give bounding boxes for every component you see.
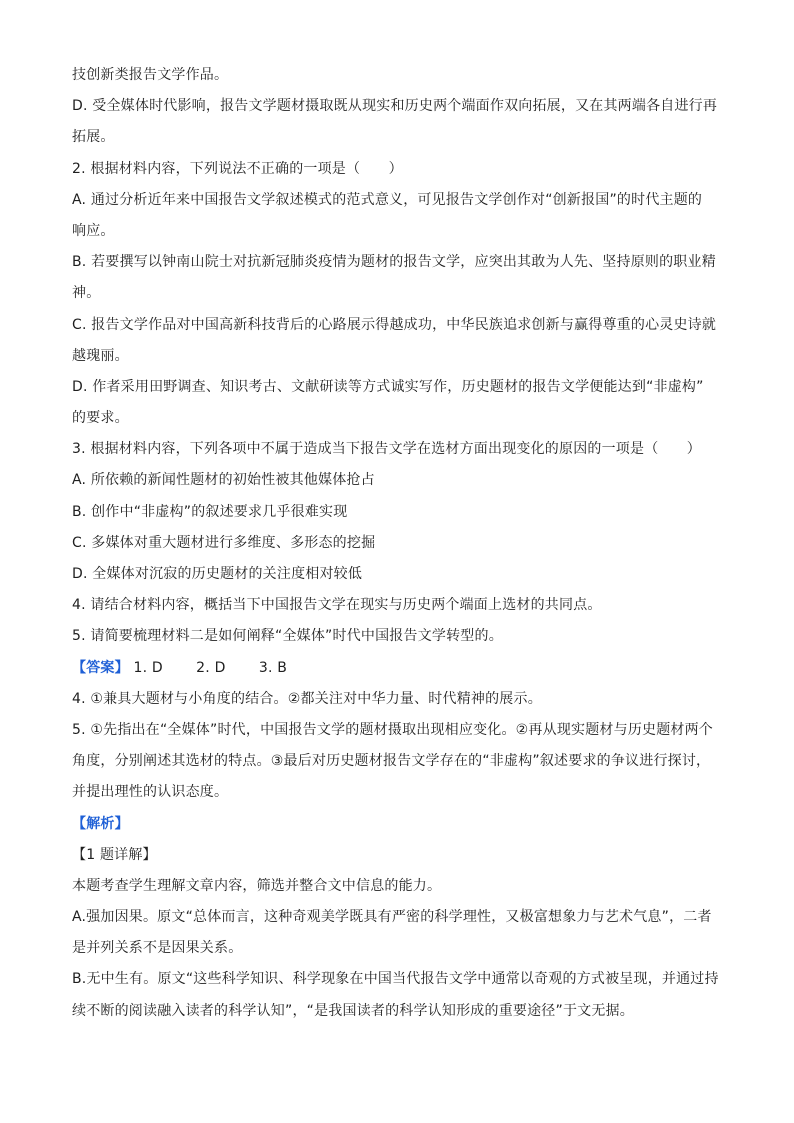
option-d: D. 作者采用田野调查、知识考古、文献研读等方式诚实写作，历史题材的报告文学便能达到“非虚构”	[72, 378, 704, 395]
question-2: 2. 根据材料内容，下列说法不正确的一项是（ ）	[72, 160, 403, 177]
question-4: 4. 请结合材料内容，概括当下中国报告文学在现实与历史两个端面上选材的共同点。	[72, 597, 602, 614]
answer-3: 3. B	[258, 659, 288, 676]
answer-line-5: 5. ①先指出在“全媒体”时代，中国报告文学的题材摄取出现相应变化。②再从现实题材与历史题材两个	[72, 721, 714, 738]
answer-line	[72, 653, 722, 684]
answer-line-4: 4. ①兼具大题材与小角度的结合。②都关注对中华力量、时代精神的展示。	[72, 690, 542, 707]
option-a: A. 通过分析近年来中国报告文学叙述模式的范式意义，可见报告文学创作对“创新报国”的时代主题的	[72, 191, 703, 208]
text-line: 响应。	[72, 222, 115, 239]
answer-1: 1. D	[133, 659, 163, 676]
text-line: 越瑰丽。	[72, 347, 129, 364]
option-a: A. 所依赖的新闻性题材的初始性被其他媒体抢占	[72, 472, 375, 489]
option-d: D. 全媒体对沉寂的历史题材的关注度相对较低	[72, 566, 363, 582]
option-c: C. 报告文学作品对中国高新科技背后的心路展示得越成功，中华民族追求创新与赢得尊重的心灵史诗就	[72, 316, 717, 333]
answer-label: 【答案】	[72, 659, 129, 676]
option-b: B. 若要撰写以钟南山院士对抗新冠肺炎疫情为题材的报告文学，应突出其敢为人先、坚持原则的职业精	[72, 254, 716, 271]
detail-line: 是并列关系不是因果关系。	[72, 940, 243, 957]
detail-line: A.强加因果。原文“总体而言，这种奇观美学既具有严密的科学理性，又极富想象力与艺术气息”，二者	[72, 909, 712, 926]
option-c: C. 多媒体对重大题材进行多维度、多形态的挖掘	[72, 534, 376, 551]
detail-line: 本题考查学生理解文章内容，筛选并整合文中信息的能力。	[72, 877, 442, 894]
document-content	[72, 60, 722, 1027]
answer-2: 2. D	[196, 659, 226, 676]
text-line: 技创新类报告文学作品。	[72, 67, 229, 83]
text-line: 的要求。	[72, 410, 129, 427]
analysis-text: 【解析】	[72, 815, 129, 832]
question-3: 3. 根据材料内容，下列各项中不属于造成当下报告文学在选材方面出现变化的原因的一项是（ ）	[72, 441, 702, 458]
question-5: 5. 请简要梳理材料二是如何阐释“全媒体”时代中国报告文学转型的。	[72, 628, 503, 645]
text-line: 拓展。	[72, 129, 115, 146]
detail-line: 续不断的阅读融入读者的科学认知”，“是我国读者的科学认知形成的重要途径”于文无据。	[72, 1002, 634, 1019]
answer-line-5-cont: 角度，分别阐述其选材的特点。③最后对历史题材报告文学存在的“非虚构”叙述要求的争议进行探讨，	[72, 753, 711, 770]
text-line: 神。	[72, 285, 101, 302]
detail-line: B.无中生有。原文“这些科学知识、科学现象在中国当代报告文学中通常以奇观的方式被呈现，并通过持	[72, 971, 719, 988]
text-line: D. 受全媒体时代影响，报告文学题材摄取既从现实和历史两个端面作双向拓展，又在其两端各自进行再	[72, 98, 718, 115]
detail-title: 【1 题详解】	[72, 846, 157, 863]
answer-line-5-cont: 并提出理性的认识态度。	[72, 784, 229, 801]
option-b: B. 创作中“非虚构”的叙述要求几乎很难实现	[72, 503, 348, 520]
analysis-label	[72, 809, 722, 840]
